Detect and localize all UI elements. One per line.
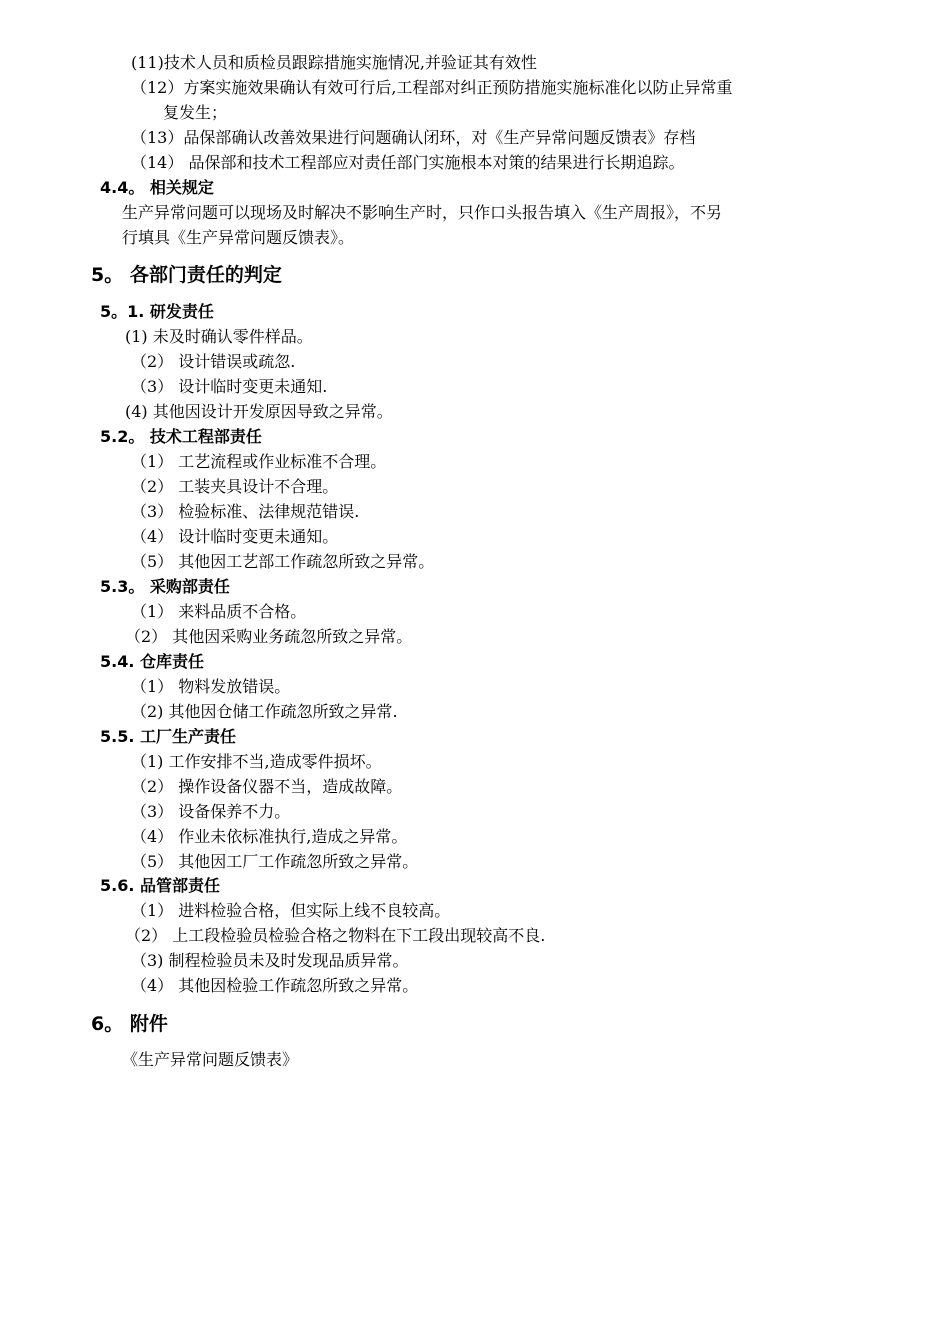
list-item: （3） 设备保养不力。 bbox=[131, 802, 291, 821]
section-6-heading: 6。 附件 bbox=[91, 1013, 168, 1035]
list-item: （2） 上工段检验员检验合格之物料在下工段出现较高不良. bbox=[125, 926, 546, 945]
list-item: （2） 其他因采购业务疏忽所致之异常。 bbox=[125, 627, 413, 646]
list-item-11: (11)技术人员和质检员跟踪措施实施情况,并验证其有效性 bbox=[131, 53, 537, 72]
list-item-12-cont: 复发生； bbox=[163, 103, 228, 122]
list-item: （4） 设计临时变更未通知。 bbox=[131, 527, 339, 546]
subsection-5-5-title: 5.5. 工厂生产责任 bbox=[100, 727, 236, 746]
subsection-5-6-title: 5.6. 品管部责任 bbox=[100, 876, 220, 895]
list-item: （3） 设计临时变更未通知. bbox=[131, 377, 328, 396]
section-5-heading: 5。 各部门责任的判定 bbox=[91, 264, 282, 286]
list-item: (4) 其他因设计开发原因导致之异常。 bbox=[125, 402, 393, 421]
list-item-13: （13）品保部确认改善效果进行问题确认闭环，对《生产异常问题反馈表》存档 bbox=[131, 128, 696, 147]
list-item: （2） 工装夹具设计不合理。 bbox=[131, 477, 339, 496]
subsection-4-4-title: 4.4。 相关规定 bbox=[100, 178, 214, 197]
paragraph-line: 行填具《生产异常问题反馈表》。 bbox=[122, 228, 355, 247]
subsection-5-4-title: 5.4. 仓库责任 bbox=[100, 652, 204, 671]
list-item: （2） 操作设备仪器不当，造成故障。 bbox=[131, 777, 403, 796]
list-item: （5） 其他因工厂工作疏忽所致之异常。 bbox=[131, 852, 419, 871]
list-item: （1） 来料品质不合格。 bbox=[131, 602, 307, 621]
list-item-12: （12）方案实施效果确认有效可行后,工程部对纠正预防措施实施标准化以防止异常重 bbox=[131, 78, 733, 97]
list-item: （2） 设计错误或疏忽. bbox=[131, 352, 296, 371]
subsection-5-2-title: 5.2。 技术工程部责任 bbox=[100, 427, 262, 446]
list-item: （3) 制程检验员未及时发现品质异常。 bbox=[131, 951, 409, 970]
subsection-5-3-title: 5.3。 采购部责任 bbox=[100, 577, 230, 596]
list-item: （2) 其他因仓储工作疏忽所致之异常. bbox=[131, 702, 398, 721]
attachment-name: 《生产异常问题反馈表》 bbox=[122, 1050, 299, 1069]
list-item: （3） 检验标准、法律规范错误. bbox=[131, 502, 360, 521]
list-item: （4） 作业未依标准执行,造成之异常。 bbox=[131, 827, 408, 846]
list-item-14: （14） 品保部和技术工程部应对责任部门实施根本对策的结果进行长期追踪。 bbox=[131, 153, 685, 172]
list-item: （4） 其他因检验工作疏忽所致之异常。 bbox=[131, 976, 419, 995]
list-item: （1） 物料发放错误。 bbox=[131, 677, 291, 696]
list-item: （1) 工作安排不当,造成零件损坏。 bbox=[131, 752, 382, 771]
list-item: （1） 进料检验合格，但实际上线不良较高。 bbox=[131, 901, 451, 920]
subsection-5-1-title: 5。1. 研发责任 bbox=[100, 302, 214, 321]
list-item: （5） 其他因工艺部工作疏忽所致之异常。 bbox=[131, 552, 435, 571]
list-item: （1） 工艺流程或作业标准不合理。 bbox=[131, 452, 387, 471]
list-item: (1) 未及时确认零件样品。 bbox=[125, 327, 313, 346]
paragraph-line: 生产异常问题可以现场及时解决不影响生产时，只作口头报告填入《生产周报》，不另 bbox=[122, 203, 723, 222]
